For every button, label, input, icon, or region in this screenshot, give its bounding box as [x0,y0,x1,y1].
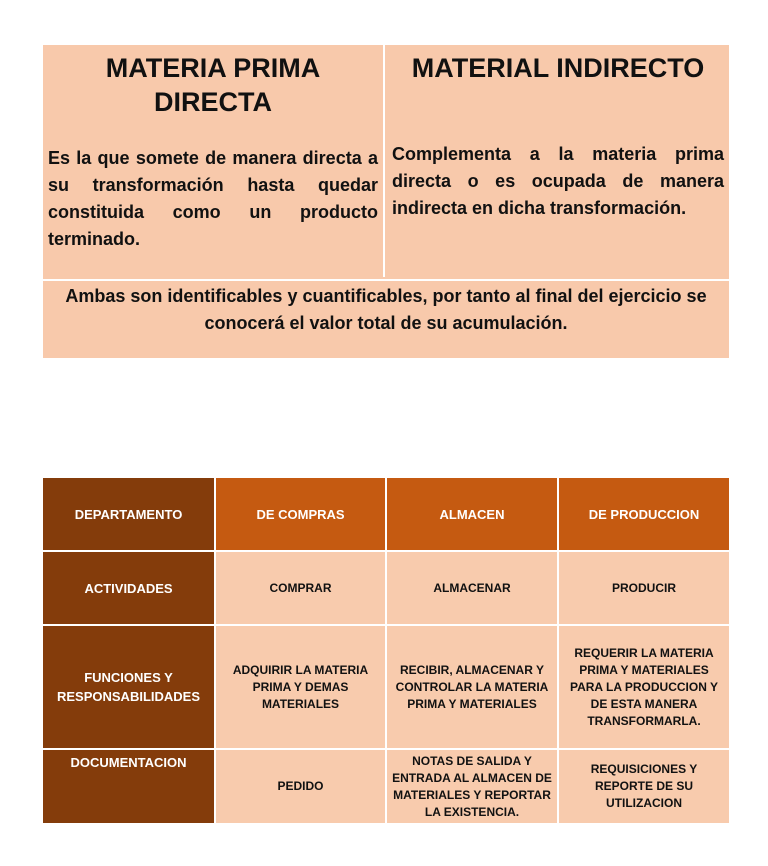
department-table [43,478,729,823]
table-row [43,626,729,748]
table-cell: ADQUIRIR LA MATERIA PRIMA Y DEMAS MATERIALES [216,626,385,748]
table-row [43,552,729,624]
header-cell-purchasing: DE COMPRAS [216,478,385,550]
direct-material-title: MATERIA PRIMA DIRECTA [105,53,321,117]
indirect-material-cell [387,45,729,277]
comparison-footer-text: Ambas son identificables y cuantificables, por tanto al final del ejercicio se conocerá el valor total de su acumulación. [65,286,707,333]
header-cell-production: DE PRODUCCION [559,478,729,550]
table-cell: PRODUCIR [559,552,729,624]
table-cell: RECIBIR, ALMACENAR Y CONTROLAR LA MATERIA PRIMA Y MATERIALES [387,626,557,748]
row-label-functions: FUNCIONES Y RESPONSABILIDADES [43,626,214,748]
header-cell-department: DEPARTAMENTO [43,478,214,550]
table-cell: ALMACENAR [387,552,557,624]
table-cell: NOTAS DE SALIDA Y ENTRADA AL ALMACEN DE MATERIALES Y REPORTAR LA EXISTENCIA. [387,750,557,823]
comparison-table [43,45,729,358]
table-cell: PEDIDO [216,750,385,823]
table-header-row [43,478,729,550]
comparison-footer-cell [43,279,729,358]
table-row [43,750,729,823]
indirect-material-description: Complementa a la materia prima directa o es ocupada de manera indirecta en dicha transformación. [392,144,724,218]
row-label-activities: ACTIVIDADES [43,552,214,624]
table-cell: COMPRAR [216,552,385,624]
table-cell: REQUISICIONES Y REPORTE DE SU UTILIZACION [559,750,729,823]
table-cell: REQUERIR LA MATERIA PRIMA Y MATERIALES PARA LA PRODUCCION Y DE ESTA MANERA TRANSFORMARLA. [559,626,729,748]
header-cell-warehouse: ALMACEN [387,478,557,550]
direct-material-cell [43,45,385,277]
row-label-documentation: DOCUMENTACION [43,750,214,823]
indirect-material-title: MATERIAL INDIRECTO [411,53,705,83]
direct-material-description: Es la que somete de manera directa a su transformación hasta quedar constituida como un producto terminado. [48,148,378,249]
